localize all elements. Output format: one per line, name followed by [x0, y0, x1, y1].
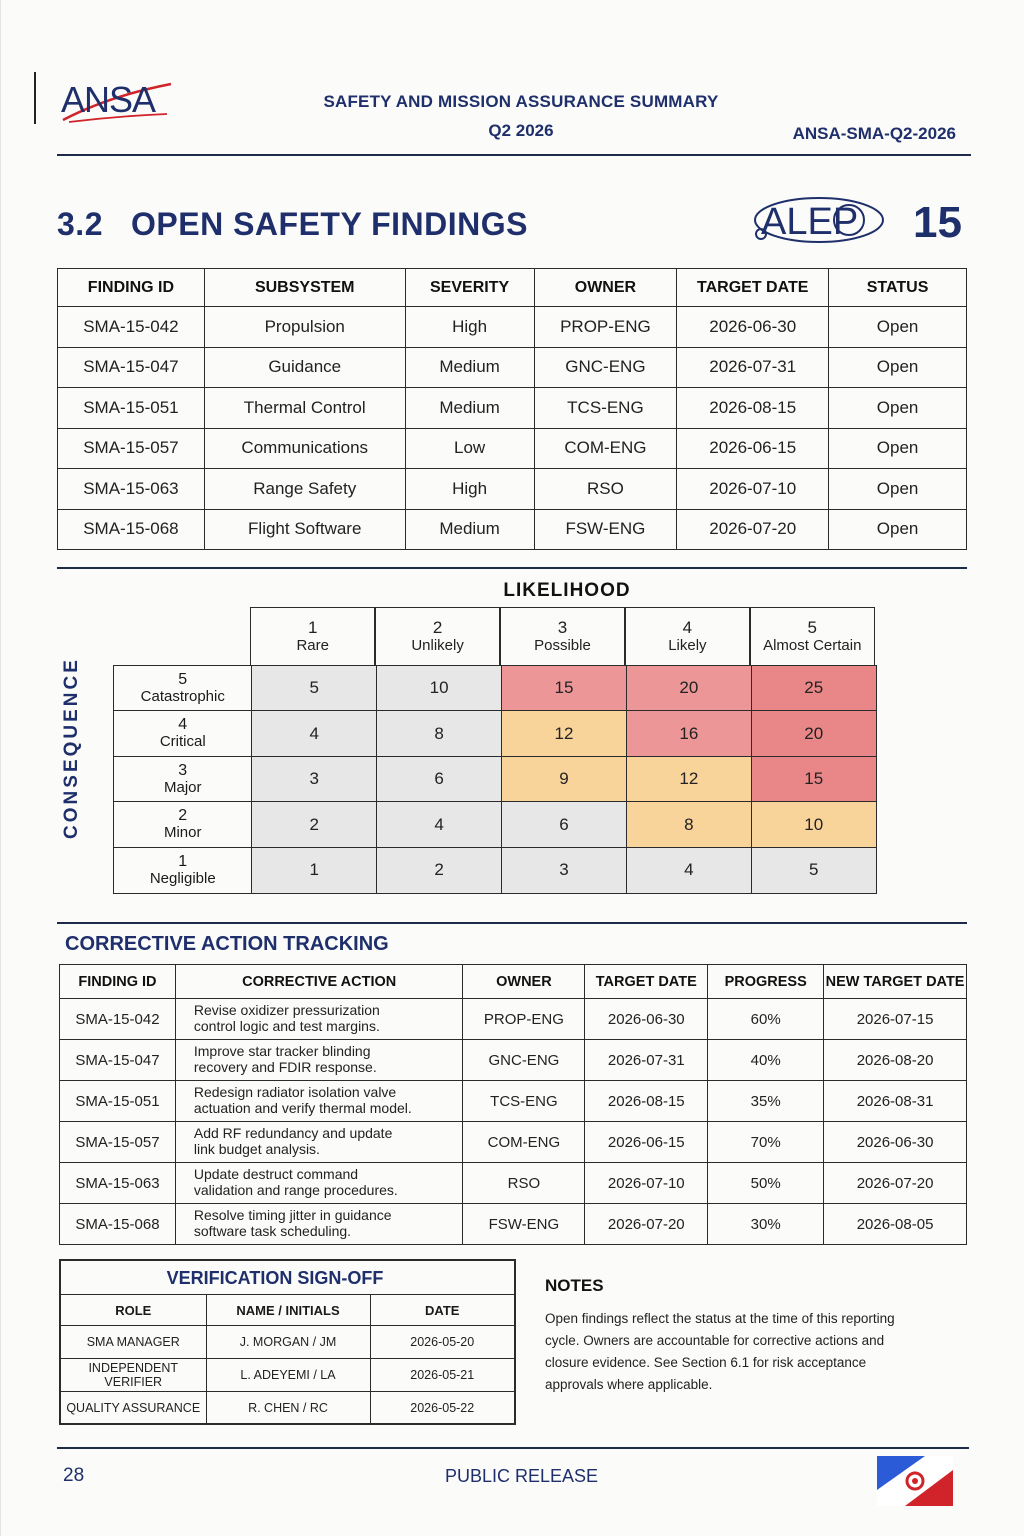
table-row: [58, 469, 967, 510]
consequence-number: 4: [178, 716, 188, 734]
table-row: [61, 1326, 514, 1359]
likelihood-label: LIKELIHOOD: [503, 580, 631, 601]
ca-action-line: Redesign radiator isolation valve: [193, 1084, 397, 1101]
likelihood-text: Possible: [534, 636, 591, 654]
ca-action-line: Improve star tracker blinding: [193, 1043, 371, 1060]
likelihood-text: Likely: [668, 636, 707, 654]
ca-target: 2026-07-10: [585, 1163, 708, 1204]
risk-score-cell: 15: [751, 756, 877, 803]
table-row: [60, 1122, 967, 1163]
ca-action: [175, 1122, 463, 1163]
severity-value: Low: [405, 428, 534, 469]
consequence-number: 3: [178, 761, 188, 779]
status-value: Open: [829, 388, 967, 429]
matrix-top-rule: [57, 567, 967, 569]
target-date: 2026-06-15: [677, 428, 829, 469]
likelihood-text: Rare: [296, 636, 329, 654]
risk-score-cell: 12: [501, 710, 627, 757]
table-row: [60, 999, 967, 1040]
ca-action-line: actuation and verify thermal model.: [193, 1100, 412, 1116]
col-subsystem: SUBSYSTEM: [204, 269, 405, 307]
consequence-cell: [113, 710, 253, 757]
alep-badge: [749, 190, 909, 248]
target-date: 2026-07-10: [677, 469, 829, 510]
finding-id: SMA-15-047: [58, 347, 205, 388]
ca-action-line: Update destruct command: [193, 1166, 359, 1183]
col-status: STATUS: [829, 269, 967, 307]
finding-id: SMA-15-068: [58, 509, 205, 550]
ca-owner: COM-ENG: [463, 1122, 585, 1163]
likelihood-number: 3: [557, 617, 568, 637]
so-name: R. CHEN / RC: [206, 1392, 370, 1425]
ca-progress: 30%: [708, 1204, 824, 1245]
consequence-cell: [113, 847, 253, 894]
ca-progress: 50%: [708, 1163, 824, 1204]
so-col-date: DATE: [370, 1295, 514, 1326]
section-title: [57, 206, 528, 243]
ca-action: [175, 1081, 463, 1122]
ca-action: [175, 1204, 463, 1245]
risk-score-cell: 4: [376, 801, 502, 848]
ca-new-target: 2026-06-30: [824, 1122, 967, 1163]
so-role: QUALITY ASSURANCE: [61, 1392, 206, 1425]
finding-id: SMA-15-051: [58, 388, 205, 429]
so-role: INDEPENDENT VERIFIER: [61, 1359, 206, 1392]
risk-matrix: [113, 666, 877, 894]
status-value: Open: [829, 509, 967, 550]
table-row: [60, 1163, 967, 1204]
ca-new-target: 2026-07-15: [824, 999, 967, 1040]
subsystem: Guidance: [204, 347, 405, 388]
corrective-title: CORRECTIVE ACTION TRACKING: [65, 933, 389, 955]
ca-action-line: link budget analysis.: [193, 1141, 320, 1157]
ca-action-line: Add RF redundancy and update: [193, 1125, 393, 1142]
ca-finding-id: SMA-15-047: [60, 1040, 176, 1081]
risk-score-cell: 6: [376, 756, 502, 803]
likelihood-text: Almost Certain: [763, 636, 862, 654]
risk-score-cell: 20: [751, 710, 877, 757]
likelihood-cell: [374, 607, 500, 666]
consequence-number: 1: [178, 852, 188, 870]
ca-owner: RSO: [463, 1163, 585, 1204]
likelihood-number: 2: [432, 617, 443, 637]
target-date: 2026-07-20: [677, 509, 829, 550]
ca-new-target: 2026-08-20: [824, 1040, 967, 1081]
ca-owner: TCS-ENG: [463, 1081, 585, 1122]
owner: RSO: [534, 469, 677, 510]
col-severity: SEVERITY: [405, 269, 534, 307]
ca-finding-id: SMA-15-068: [60, 1204, 176, 1245]
subsystem: Communications: [204, 428, 405, 469]
corrective-table: [59, 964, 967, 1245]
likelihood-cell: [749, 607, 875, 666]
likelihood-header: [251, 607, 875, 666]
status-value: Open: [829, 428, 967, 469]
finding-id: SMA-15-063: [58, 469, 205, 510]
ca-owner: PROP-ENG: [463, 999, 585, 1040]
section-number: 3.2: [57, 206, 103, 242]
matrix-row: [113, 710, 877, 757]
so-date: 2026-05-21: [370, 1359, 514, 1392]
ca-target: 2026-07-31: [585, 1040, 708, 1081]
so-role: SMA MANAGER: [61, 1326, 206, 1359]
so-date: 2026-05-20: [370, 1326, 514, 1359]
table-row: [58, 307, 967, 348]
consequence-text: Major: [163, 778, 202, 796]
risk-score-cell: 16: [626, 710, 752, 757]
risk-score-cell: 8: [626, 801, 752, 848]
owner: PROP-ENG: [534, 307, 677, 348]
table-row: [60, 1040, 967, 1081]
table-row: [58, 428, 967, 469]
consequence-label: CONSEQUENCE: [61, 657, 82, 839]
risk-score-cell: 2: [251, 801, 377, 848]
risk-score-cell: 3: [501, 847, 627, 894]
risk-score-cell: 20: [626, 665, 752, 712]
ca-col-progress: PROGRESS: [708, 965, 824, 999]
likelihood-cell: [499, 607, 625, 666]
matrix-row: [113, 756, 877, 803]
notes-text: Open findings reflect the status at the time of this reporting cycle. Owners are accountable for corrective actions and closure evidence. See Section 6.1 for risk acceptance approvals where applicable.: [545, 1311, 895, 1392]
table-row: [60, 1081, 967, 1122]
owner: FSW-ENG: [534, 509, 677, 550]
owner: GNC-ENG: [534, 347, 677, 388]
table-row: [58, 509, 967, 550]
risk-score-cell: 4: [626, 847, 752, 894]
consequence-cell: [113, 665, 253, 712]
ca-owner: FSW-ENG: [463, 1204, 585, 1245]
col-owner: OWNER: [534, 269, 677, 307]
signoff-title: VERIFICATION SIGN-OFF: [166, 1268, 384, 1288]
ca-top-rule: [57, 922, 967, 924]
severity-value: High: [405, 469, 534, 510]
header-quarter: Q2 2026: [488, 121, 554, 140]
ca-finding-id: SMA-15-042: [60, 999, 176, 1040]
likelihood-cell: [624, 607, 750, 666]
header-doc-id: ANSA-SMA-Q2-2026: [792, 124, 956, 143]
subsystem: Thermal Control: [204, 388, 405, 429]
ca-finding-id: SMA-15-057: [60, 1122, 176, 1163]
table-row: [61, 1359, 514, 1392]
status-value: Open: [829, 469, 967, 510]
target-date: 2026-08-15: [677, 388, 829, 429]
risk-score-cell: 10: [376, 665, 502, 712]
alep-number: 15: [913, 198, 962, 247]
ca-new-target: 2026-08-31: [824, 1081, 967, 1122]
table-row: [58, 347, 967, 388]
consequence-cell: [113, 756, 253, 803]
consequence-text: Critical: [159, 733, 206, 751]
risk-score-cell: 10: [751, 801, 877, 848]
ca-action: [175, 1040, 463, 1081]
svg-text:ANSA: ANSA: [61, 79, 156, 120]
notes-title: NOTES: [545, 1276, 604, 1295]
severity-value: Medium: [405, 347, 534, 388]
table-row: [61, 1392, 514, 1425]
consequence-text: Catastrophic: [140, 687, 225, 705]
so-name: J. MORGAN / JM: [206, 1326, 370, 1359]
owner: COM-ENG: [534, 428, 677, 469]
ca-owner: GNC-ENG: [463, 1040, 585, 1081]
ca-action-line: recovery and FDIR response.: [193, 1059, 377, 1075]
risk-score-cell: 4: [251, 710, 377, 757]
ca-progress: 60%: [708, 999, 824, 1040]
risk-score-cell: 1: [251, 847, 377, 894]
ca-target: 2026-08-15: [585, 1081, 708, 1122]
ca-target: 2026-07-20: [585, 1204, 708, 1245]
table-row: [60, 1204, 967, 1245]
ca-target: 2026-06-15: [585, 1122, 708, 1163]
consequence-number: 2: [178, 807, 188, 825]
ca-finding-id: SMA-15-051: [60, 1081, 176, 1122]
table-row: [58, 388, 967, 429]
findings-header-row: [58, 269, 967, 307]
section-title-text: OPEN SAFETY FINDINGS: [130, 206, 528, 242]
header-rule: [57, 154, 971, 156]
matrix-row: [113, 801, 877, 848]
likelihood-number: 5: [807, 617, 817, 637]
signoff-table: [61, 1294, 514, 1425]
finding-id: SMA-15-057: [58, 428, 205, 469]
likelihood-text: Unlikely: [411, 636, 464, 654]
risk-score-cell: 12: [626, 756, 752, 803]
ca-target: 2026-06-30: [585, 999, 708, 1040]
ca-progress: 35%: [708, 1081, 824, 1122]
so-name: L. ADEYEMI / LA: [206, 1359, 370, 1392]
ca-action: [175, 999, 463, 1040]
ansa-logo: [59, 76, 179, 128]
ca-action-line: validation and range procedures.: [193, 1182, 398, 1198]
risk-score-cell: 9: [501, 756, 627, 803]
consequence-text: Minor: [163, 824, 202, 842]
consequence-cell: [113, 801, 253, 848]
so-col-role: ROLE: [61, 1295, 206, 1326]
consequence-number: 5: [178, 670, 188, 688]
binder-mark: [34, 72, 36, 124]
severity-value: Medium: [405, 388, 534, 429]
consequence-text: Negligible: [149, 869, 216, 887]
ca-finding-id: SMA-15-063: [60, 1163, 176, 1204]
matrix-row: [113, 665, 877, 712]
footer-rule: [57, 1447, 969, 1449]
likelihood-number: 4: [682, 617, 693, 637]
agency-flag-icon: [877, 1456, 953, 1506]
ca-col-target: TARGET DATE: [585, 965, 708, 999]
subsystem: Range Safety: [204, 469, 405, 510]
header-title: SAFETY AND MISSION ASSURANCE SUMMARY: [323, 92, 719, 111]
findings-table: [57, 268, 967, 550]
ca-col-owner: OWNER: [463, 965, 585, 999]
alep-badge-text: ALEP: [761, 201, 859, 243]
risk-score-cell: 2: [376, 847, 502, 894]
risk-score-cell: 15: [501, 665, 627, 712]
likelihood-number: 1: [307, 617, 318, 637]
col-finding-id: FINDING ID: [58, 269, 205, 307]
page-number: 28: [63, 1465, 85, 1486]
ca-action-line: software task scheduling.: [193, 1223, 352, 1239]
ca-col-finding-id: FINDING ID: [60, 965, 176, 999]
finding-id: SMA-15-042: [58, 307, 205, 348]
risk-score-cell: 5: [751, 847, 877, 894]
ca-action: [175, 1163, 463, 1204]
subsystem: Propulsion: [204, 307, 405, 348]
release-label: PUBLIC RELEASE: [445, 1466, 599, 1486]
ca-progress: 70%: [708, 1122, 824, 1163]
ca-progress: 40%: [708, 1040, 824, 1081]
so-col-name: NAME / INITIALS: [206, 1295, 370, 1326]
ca-col-new-target: NEW TARGET DATE: [824, 965, 967, 999]
risk-score-cell: 3: [251, 756, 377, 803]
status-value: Open: [829, 347, 967, 388]
owner: TCS-ENG: [534, 388, 677, 429]
ca-new-target: 2026-08-05: [824, 1204, 967, 1245]
severity-value: High: [405, 307, 534, 348]
ca-action-line: Revise oxidizer pressurization: [193, 1002, 380, 1019]
so-date: 2026-05-22: [370, 1392, 514, 1425]
target-date: 2026-06-30: [677, 307, 829, 348]
severity-value: Medium: [405, 509, 534, 550]
subsystem: Flight Software: [204, 509, 405, 550]
risk-score-cell: 6: [501, 801, 627, 848]
signoff-header-row: [61, 1295, 514, 1326]
ca-action-line: Resolve timing jitter in guidance: [193, 1207, 392, 1224]
risk-score-cell: 5: [251, 665, 377, 712]
risk-score-cell: 25: [751, 665, 877, 712]
matrix-row: [113, 847, 877, 894]
ca-action-line: control logic and test margins.: [193, 1018, 380, 1034]
target-date: 2026-07-31: [677, 347, 829, 388]
likelihood-cell: [250, 607, 376, 666]
ca-new-target: 2026-07-20: [824, 1163, 967, 1204]
col-target-date: TARGET DATE: [677, 269, 829, 307]
risk-score-cell: 8: [376, 710, 502, 757]
ca-col-action: CORRECTIVE ACTION: [175, 965, 463, 999]
status-value: Open: [829, 307, 967, 348]
ca-header-row: [60, 965, 967, 999]
